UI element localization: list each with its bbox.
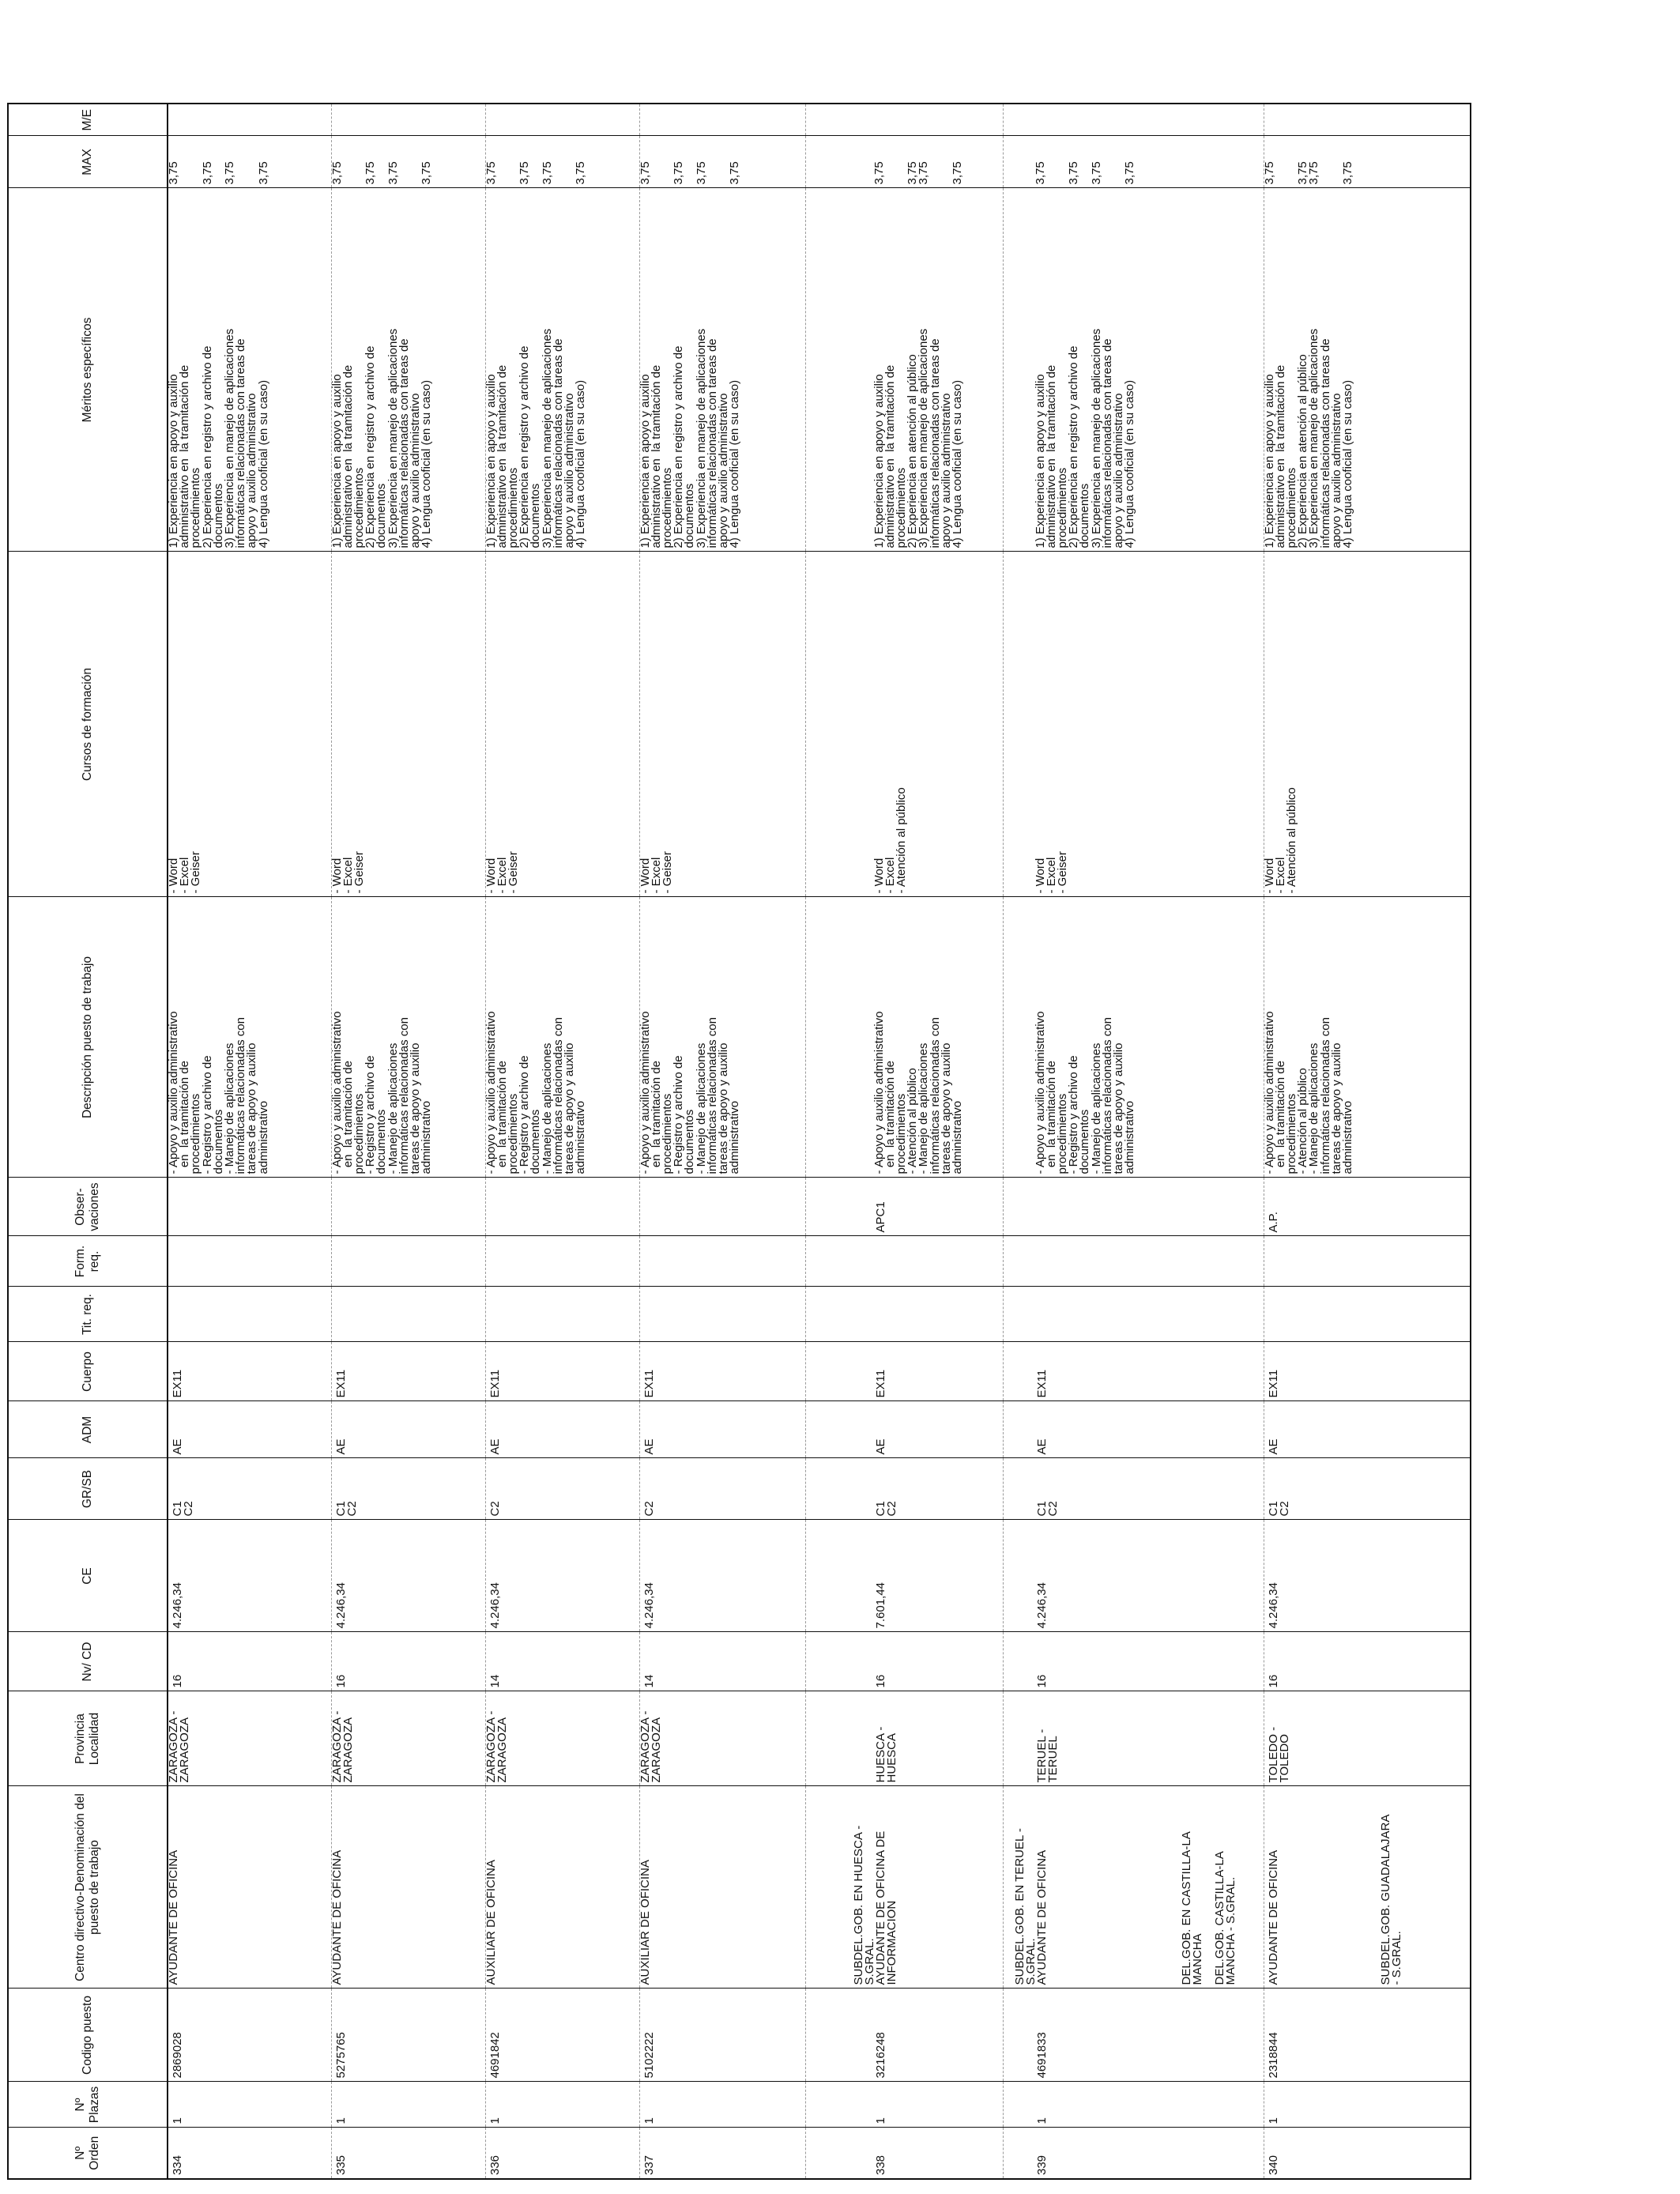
grupo-cell: C1 C2 [805, 1458, 1003, 1520]
descripcion-cell: - Apoyo y auxilio administrativo en la tramitación de procedimientos - Registro y archivo de documentos - Manejo de aplicaciones informáticas relacionadas con tareas de apoyo y auxilio administrativo [331, 897, 485, 1178]
formacion-req-cell [168, 1236, 331, 1287]
me-cell [1264, 104, 1471, 136]
header-observaciones: Obser- vaciones [8, 1178, 168, 1236]
meritos-cell: 1) Experiencia en apoyo y auxilio administrativo en la tramitación de procedimientos 2) Experiencia en registro y archivo de documentos 3) Experiencia en manejo de aplicaciones informáticas relacionadas con tareas de apoyo y auxilio administrativo 4) Lengua cooficial (en su caso) [331, 188, 485, 552]
observaciones-cell [168, 1178, 331, 1236]
orden-cell: 336 [488, 2154, 502, 2175]
grupo-cell: C1 C2 [1264, 1458, 1471, 1520]
max-cell: 3,75 3,75 3,75 3,75 [168, 136, 331, 188]
me-cell [805, 104, 1003, 136]
plazas-cell: 1 [805, 2082, 1003, 2128]
nivel-cell: 16 [805, 1632, 1003, 1691]
puesto-denominacion: AYUDANTE DE OFICINA [330, 1849, 344, 1985]
header-codigo: Codigo puesto [8, 1989, 168, 2082]
adm-cell: AE [639, 1401, 805, 1458]
puesto-denominacion: AUXILIAR DE OFICINA [638, 1860, 652, 1985]
codigo-cell: 5275765 [331, 1989, 485, 2082]
meritos-cell: 1) Experiencia en apoyo y auxilio administrativo en la tramitación de procedimientos 2) Experiencia en registro y archivo de documentos 3) Experiencia en manejo de aplicaciones informáticas relacionadas con tareas de apoyo y auxilio administrativo 4) Lengua cooficial (en su caso) [639, 188, 805, 552]
centro-directivo: SUBDEL.GOB. EN HUESCA - S.GRAL. [851, 1825, 876, 1985]
nivel-cell: 16 [168, 1632, 331, 1691]
puesto-denominacion: AYUDANTE DE OFICINA [1034, 1849, 1049, 1985]
plazas-cell: 1 [485, 2082, 639, 2128]
nivel-cell: 16 [331, 1632, 485, 1691]
grupo-cell: C1 C2 [1003, 1458, 1264, 1520]
provincia-cell: ZARAGOZA - ZARAGOZA [168, 1691, 331, 1786]
meritos-cell: 1) Experiencia en apoyo y auxilio administrativo en la tramitación de procedimientos 2) Experiencia en registro y archivo de documentos 3) Experiencia en manejo de aplicaciones informáticas relacionadas con tareas de apoyo y auxilio administrativo 4) Lengua cooficial (en su caso) [485, 188, 639, 552]
formacion-req-cell [331, 1236, 485, 1287]
header-meritos: Méritos específicos [8, 188, 168, 552]
orden-cell: 340 [1266, 2154, 1280, 2175]
ce-cell: 4.246,34 [168, 1520, 331, 1632]
plazas-cell: 1 [168, 2082, 331, 2128]
header-nivel: Nv/ CD [8, 1632, 168, 1691]
table-row [168, 104, 331, 2179]
descripcion-cell: - Apoyo y auxilio administrativo en la tramitación de procedimientos - Registro y archivo de documentos - Manejo de aplicaciones informáticas relacionadas con tareas de apoyo y auxilio administrativo [485, 897, 639, 1178]
me-cell [168, 104, 331, 136]
descripcion-cell: - Apoyo y auxilio administrativo en la tramitación de procedimientos - Registro y archivo de documentos - Manejo de aplicaciones informáticas relacionadas con tareas de apoyo y auxilio administrativo [168, 897, 331, 1178]
titulacion-cell [168, 1287, 331, 1342]
centro-cell [639, 1786, 805, 1989]
table-row [639, 104, 805, 2179]
me-cell [485, 104, 639, 136]
formacion-req-cell [639, 1236, 805, 1287]
provincia-cell: TOLEDO - TOLEDO [1264, 1691, 1471, 1786]
plazas-cell: 1 [1264, 2082, 1471, 2128]
header-grupo: GR/SB [8, 1458, 168, 1520]
observaciones-cell: APC1 [805, 1178, 1003, 1236]
adm-cell: AE [331, 1401, 485, 1458]
max-cell: 3,75 3,75 3,75 3,75 [331, 136, 485, 188]
formacion-req-cell [1264, 1236, 1471, 1287]
titulacion-cell [485, 1287, 639, 1342]
formacion-req-cell [485, 1236, 639, 1287]
table-row [805, 104, 1003, 2179]
cursos-cell: - Word - Excel - Geiser [168, 552, 331, 897]
titulacion-cell [1003, 1287, 1264, 1342]
adm-cell: AE [805, 1401, 1003, 1458]
header-provincia: Provincia Localidad [8, 1691, 168, 1786]
ce-cell: 4.246,34 [639, 1520, 805, 1632]
header-descripcion: Descripción puesto de trabajo [8, 897, 168, 1178]
cursos-cell: - Word - Excel - Atención al público [1264, 552, 1471, 897]
orden-cell: 338 [873, 2154, 887, 2175]
cuerpo-cell: EX11 [639, 1342, 805, 1401]
adm-cell: AE [1264, 1401, 1471, 1458]
table-row [1264, 104, 1471, 2179]
centro-cell [331, 1786, 485, 1989]
cuerpo-cell: EX11 [805, 1342, 1003, 1401]
meritos-cell: 1) Experiencia en apoyo y auxilio administrativo en la tramitación de procedimientos 2) Experiencia en atención al público 3) Experiencia en manejo de aplicaciones informáticas relacionadas con tareas de apoyo y auxilio administrativo 4) Lengua cooficial (en su caso) [1264, 188, 1471, 552]
centro-cell [805, 1786, 1003, 1989]
max-cell: 3,75 3,75 3,75 3,75 [1003, 136, 1264, 188]
orden-cell: 337 [642, 2154, 656, 2175]
provincia-cell: TERUEL - TERUEL [1003, 1691, 1264, 1786]
header-cuerpo: Cuerpo [8, 1342, 168, 1401]
centro-directivo: DEL.GOB. EN CASTILLA-LA MANCHA DEL.GOB. CASTILLA-LA MANCHA - S.GRAL. [1179, 1831, 1238, 1985]
observaciones-cell [331, 1178, 485, 1236]
header-titulacion: Tit. req. [8, 1287, 168, 1342]
provincia-cell: ZARAGOZA - ZARAGOZA [485, 1691, 639, 1786]
grupo-cell: C1 C2 [168, 1458, 331, 1520]
max-cell: 3,75 3,75 3,75 3,75 [485, 136, 639, 188]
centro-cell [1179, 1786, 1471, 1989]
cursos-cell: - Word - Excel - Geiser [485, 552, 639, 897]
provincia-cell: HUESCA - HUESCA [805, 1691, 1003, 1786]
max-cell: 3,75 3,75 3,75 3,75 [1264, 136, 1471, 188]
cursos-cell: - Word - Excel - Geiser [639, 552, 805, 897]
orden-cell: 335 [333, 2154, 348, 2175]
formacion-req-cell [805, 1236, 1003, 1287]
cuerpo-cell: EX11 [1264, 1342, 1471, 1401]
cursos-cell: - Word - Excel - Geiser [1003, 552, 1264, 897]
header-orden: Nº Orden [8, 2128, 168, 2179]
titulacion-cell [639, 1287, 805, 1342]
provincia-cell: ZARAGOZA - ZARAGOZA [331, 1691, 485, 1786]
centro-directivo: SUBDEL.GOB. EN TERUEL - S.GRAL. [1012, 1828, 1038, 1985]
centro-cell [168, 1786, 331, 1989]
titulacion-cell [331, 1287, 485, 1342]
provincia-cell: ZARAGOZA - ZARAGOZA [639, 1691, 805, 1786]
orden-cell: 334 [171, 2154, 184, 2175]
cuerpo-cell: EX11 [168, 1342, 331, 1401]
header-plazas: Nº Plazas [8, 2082, 168, 2128]
header-row [8, 104, 168, 2179]
cuerpo-cell: EX11 [331, 1342, 485, 1401]
header-centro: Centro directivo-Denominación del puesto de trabajo [8, 1786, 168, 1989]
header-formacion-req: Form. req. [8, 1236, 168, 1287]
ce-cell: 4.246,34 [1264, 1520, 1471, 1632]
grupo-cell: C2 [485, 1458, 639, 1520]
me-cell [1003, 104, 1264, 136]
descripcion-cell: - Apoyo y auxilio administrativo en la tramitación de procedimientos - Registro y archivo de documentos - Manejo de aplicaciones informáticas relacionadas con tareas de apoyo y auxilio administrativo [639, 897, 805, 1178]
ce-cell: 7.601,44 [805, 1520, 1003, 1632]
observaciones-cell: A.P. [1264, 1178, 1471, 1236]
max-cell: 3,75 3,75 3,75 3,75 [805, 136, 1003, 188]
codigo-cell: 3216248 [805, 1989, 1003, 2082]
cuerpo-cell: EX11 [485, 1342, 639, 1401]
header-ce: CE [8, 1520, 168, 1632]
ce-cell: 4.246,34 [485, 1520, 639, 1632]
max-cell: 3,75 3,75 3,75 3,75 [639, 136, 805, 188]
header-cursos: Cursos de formación [8, 552, 168, 897]
observaciones-cell [639, 1178, 805, 1236]
adm-cell: AE [168, 1401, 331, 1458]
titulacion-cell [1264, 1287, 1471, 1342]
adm-cell: AE [1003, 1401, 1264, 1458]
orden-cell: 339 [1034, 2154, 1049, 2175]
nivel-cell: 14 [485, 1632, 639, 1691]
meritos-cell: 1) Experiencia en apoyo y auxilio administrativo en la tramitación de procedimientos 2) Experiencia en atención al público 3) Experiencia en manejo de aplicaciones informáticas relacionadas con tareas de apoyo y auxilio administrativo 4) Lengua cooficial (en su caso) [805, 188, 1003, 552]
table-row [485, 104, 639, 2179]
descripcion-cell: - Apoyo y auxilio administrativo en la tramitación de procedimientos - Atención al público - Manejo de aplicaciones informáticas relacionadas con tareas de apoyo y auxilio administrativo [805, 897, 1003, 1178]
codigo-cell: 5102222 [639, 1989, 805, 2082]
puesto-denominacion: AYUDANTE DE OFICINA SUBDEL.GOB. GUADALAJARA - S.GRAL. [1266, 1814, 1403, 1985]
titulacion-cell [805, 1287, 1003, 1342]
centro-cell [485, 1786, 639, 1989]
puesto-denominacion: AUXILIAR DE OFICINA [484, 1860, 498, 1985]
codigo-cell: 4691833 [1003, 1989, 1264, 2082]
meritos-cell: 1) Experiencia en apoyo y auxilio administrativo en la tramitación de procedimientos 2) Experiencia en registro y archivo de documentos 3) Experiencia en manejo de aplicaciones informáticas relacionadas con tareas de apoyo y auxilio administrativo 4) Lengua cooficial (en su caso) [168, 188, 331, 552]
cuerpo-cell: EX11 [1003, 1342, 1264, 1401]
grupo-cell: C2 [639, 1458, 805, 1520]
nivel-cell: 16 [1264, 1632, 1471, 1691]
me-cell [639, 104, 805, 136]
codigo-cell: 2869028 [168, 1989, 331, 2082]
descripcion-cell: - Apoyo y auxilio administrativo en la tramitación de procedimientos - Registro y archivo de documentos - Manejo de aplicaciones informáticas relacionadas con tareas de apoyo y auxilio administrativo [1003, 897, 1264, 1178]
meritos-cell: 1) Experiencia en apoyo y auxilio administrativo en la tramitación de procedimientos 2) Experiencia en registro y archivo de documentos 3) Experiencia en manejo de aplicaciones informáticas relacionadas con tareas de apoyo y auxilio administrativo 4) Lengua cooficial (en su caso) [1003, 188, 1264, 552]
ce-cell: 4.246,34 [331, 1520, 485, 1632]
observaciones-cell [1003, 1178, 1264, 1236]
positions-table [7, 103, 1471, 2180]
plazas-cell: 1 [639, 2082, 805, 2128]
me-cell [331, 104, 485, 136]
grupo-cell: C1 C2 [331, 1458, 485, 1520]
observaciones-cell [485, 1178, 639, 1236]
ce-cell: 4.246,34 [1003, 1520, 1264, 1632]
nivel-cell: 16 [1003, 1632, 1264, 1691]
cursos-cell: - Word - Excel - Geiser [331, 552, 485, 897]
adm-cell: AE [485, 1401, 639, 1458]
cursos-cell: - Word - Excel - Atención al público [805, 552, 1003, 897]
codigo-cell: 4691842 [485, 1989, 639, 2082]
plazas-cell: 1 [1003, 2082, 1264, 2128]
table-row [331, 104, 485, 2179]
codigo-cell: 2318844 [1264, 1989, 1471, 2082]
nivel-cell: 14 [639, 1632, 805, 1691]
plazas-cell: 1 [331, 2082, 485, 2128]
header-max: MAX [8, 136, 168, 188]
descripcion-cell: - Apoyo y auxilio administrativo en la tramitación de procedimientos - Atención al público - Manejo de aplicaciones informáticas relacionadas con tareas de apoyo y auxilio administrativo [1264, 897, 1471, 1178]
puesto-denominacion: AYUDANTE DE OFICINA DE INFORMACION [873, 1830, 899, 1985]
puesto-denominacion: AYUDANTE DE OFICINA [167, 1849, 180, 1985]
formacion-req-cell [1003, 1236, 1264, 1287]
header-me: M/E [8, 104, 168, 136]
header-adm: ADM [8, 1401, 168, 1458]
